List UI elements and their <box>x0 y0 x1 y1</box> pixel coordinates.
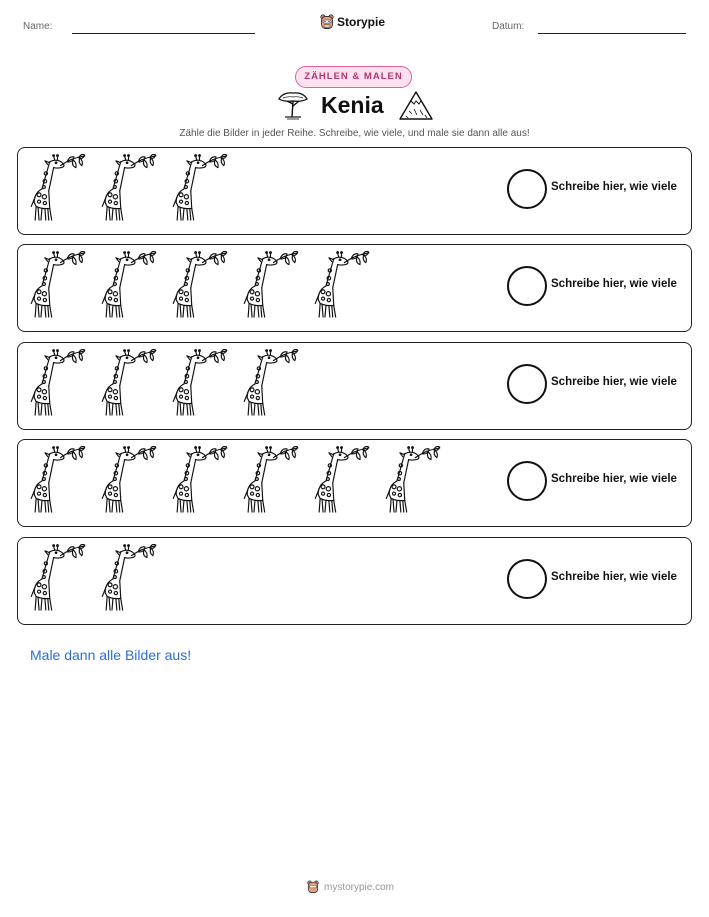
date-line[interactable] <box>538 33 686 34</box>
title-row <box>0 88 709 124</box>
name-label: Name: <box>23 21 53 32</box>
giraffe-icon <box>170 251 229 319</box>
counting-row <box>17 244 692 332</box>
bear-mascot-icon <box>320 14 334 30</box>
category-badge: ZÄHLEN & MALEN <box>295 66 412 88</box>
giraffe-group <box>28 544 158 612</box>
website-footer <box>307 880 394 894</box>
giraffe-group <box>28 349 300 417</box>
giraffe-icon <box>312 446 371 514</box>
giraffe-icon <box>99 544 158 612</box>
answer-circle[interactable] <box>507 559 547 599</box>
date-label: Datum: <box>492 21 525 32</box>
giraffe-icon <box>241 446 300 514</box>
answer-label: Schreibe hier, wie viele <box>551 181 677 193</box>
giraffe-icon <box>99 446 158 514</box>
counting-row <box>17 147 692 235</box>
name-line[interactable] <box>72 33 255 34</box>
answer-label: Schreibe hier, wie viele <box>551 376 677 388</box>
giraffe-icon <box>99 349 158 417</box>
answer-circle[interactable] <box>507 461 547 501</box>
mountain-icon <box>398 89 434 121</box>
acacia-tree-icon <box>276 90 310 120</box>
giraffe-icon <box>28 544 87 612</box>
counting-row <box>17 537 692 625</box>
giraffe-icon <box>28 349 87 417</box>
bear-mascot-icon <box>307 880 319 894</box>
giraffe-icon <box>28 446 87 514</box>
counting-row <box>17 439 692 527</box>
answer-circle[interactable] <box>507 266 547 306</box>
brand-name: Storypie <box>337 15 386 29</box>
giraffe-icon <box>99 154 158 222</box>
giraffe-icon <box>170 349 229 417</box>
giraffe-icon <box>28 154 87 222</box>
counting-row <box>17 342 692 430</box>
giraffe-group <box>28 154 229 222</box>
website-url: mystorypie.com <box>324 881 395 893</box>
giraffe-icon <box>170 446 229 514</box>
answer-circle[interactable] <box>507 169 547 209</box>
giraffe-icon <box>170 154 229 222</box>
answer-label: Schreibe hier, wie viele <box>551 473 677 485</box>
answer-circle[interactable] <box>507 364 547 404</box>
answer-label: Schreibe hier, wie viele <box>551 571 677 583</box>
footer-note: Male dann alle Bilder aus! <box>30 647 192 663</box>
giraffe-icon <box>383 446 442 514</box>
storypie-logo <box>320 14 385 30</box>
instruction-text: Zähle die Bilder in jeder Reihe. Schreibe, wie viele, und male sie dann alle aus! <box>179 128 530 139</box>
giraffe-icon <box>241 349 300 417</box>
giraffe-icon <box>99 251 158 319</box>
answer-label: Schreibe hier, wie viele <box>551 278 677 290</box>
giraffe-icon <box>28 251 87 319</box>
giraffe-group <box>28 251 371 319</box>
giraffe-group <box>28 446 442 514</box>
page-title: Kenia <box>321 92 384 118</box>
giraffe-icon <box>312 251 371 319</box>
giraffe-icon <box>241 251 300 319</box>
